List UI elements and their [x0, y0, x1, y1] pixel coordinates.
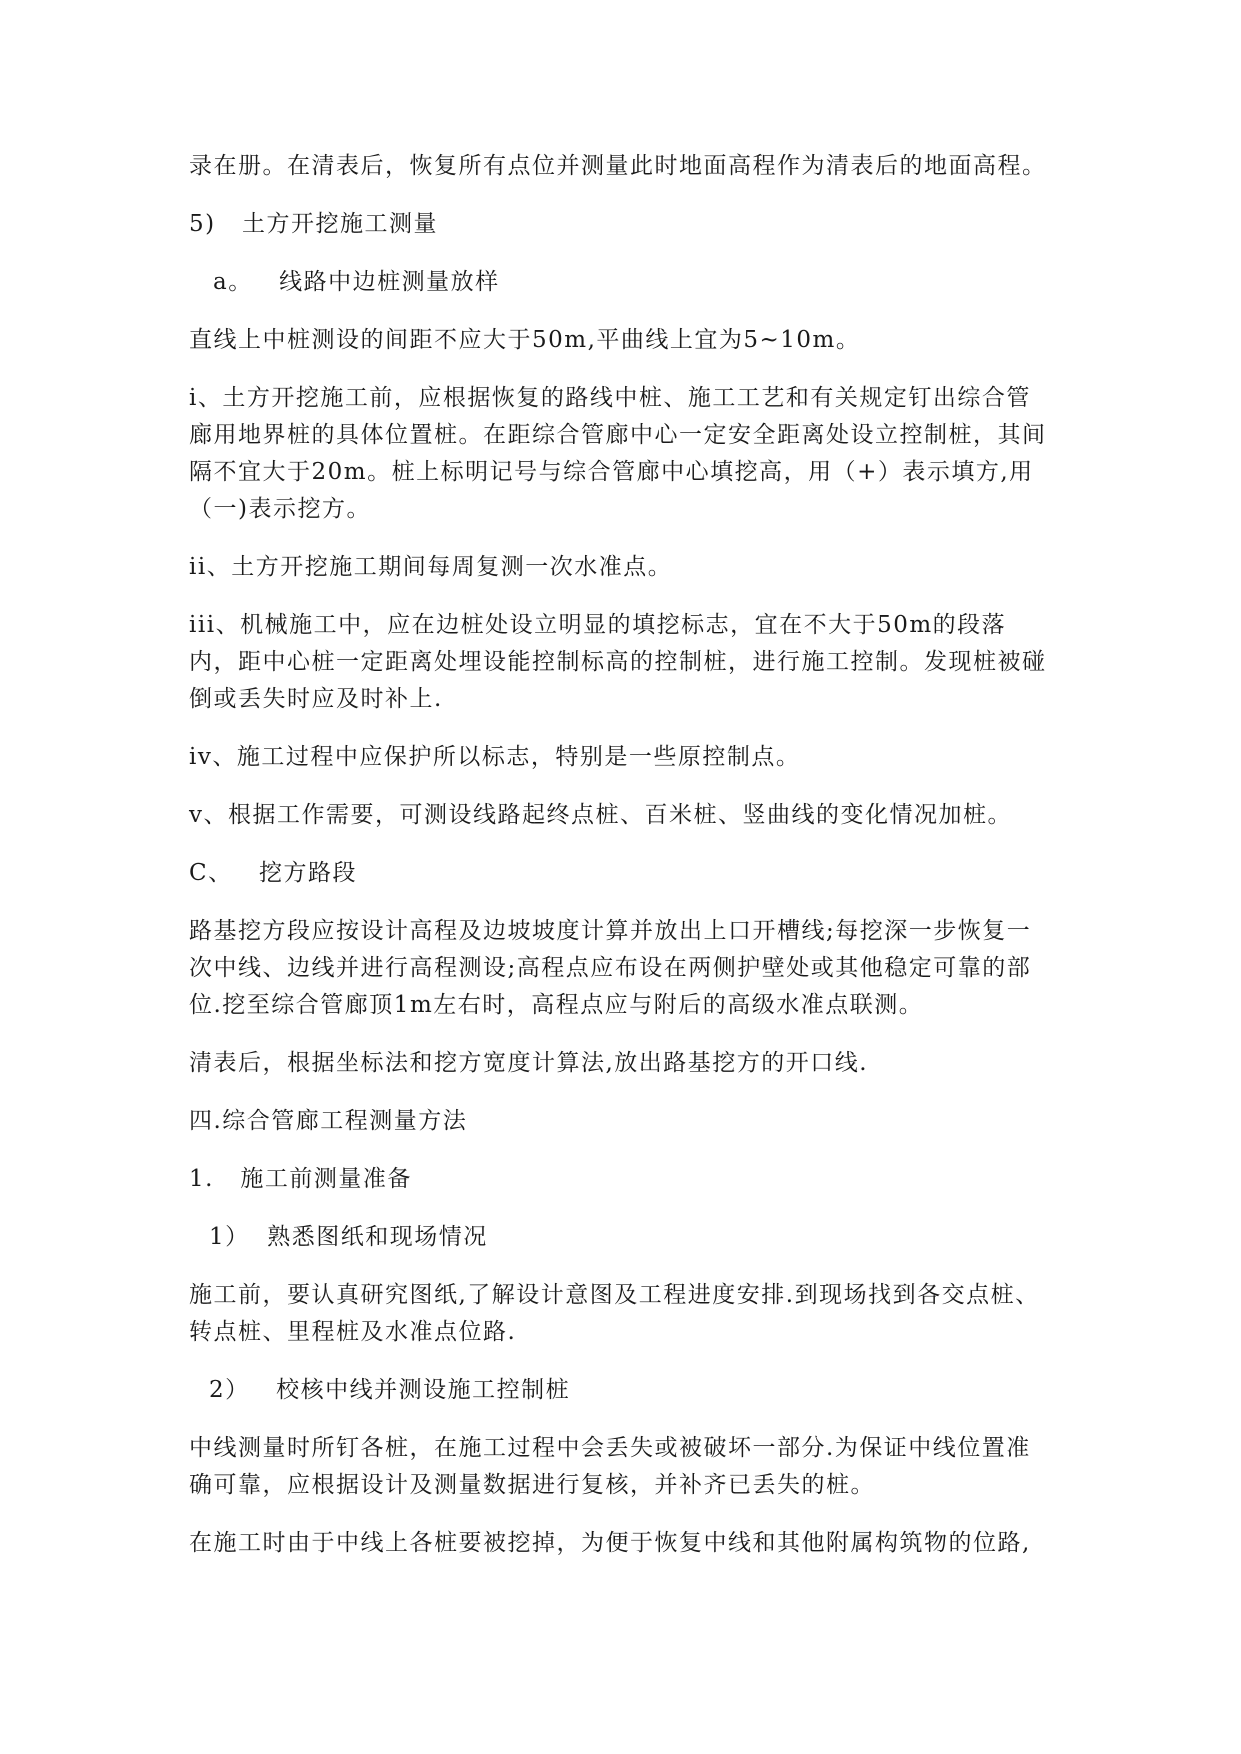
paragraph-excavation: 路基挖方段应按设计高程及边坡坡度计算并放出上口开槽线;每挖深一步恢复一次中线、边线并进行高程测设;高程点应布设在两侧护壁处或其他稳定可靠的部位.挖至综合管廊顶1m左右时，高程点应与附后的高级水准点联测。 [189, 918, 1032, 1018]
list-item-iv: iv、施工过程中应保护所以标志，特别是一些原控制点。 [189, 744, 801, 770]
subheading-centerline: 2） 校核中线并测设施工控制桩 [209, 1377, 571, 1403]
paragraph-continuation-end: 在施工时由于中线上各桩要被挖掉，为便于恢复中线和其他附属构筑物的位路, [189, 1530, 1031, 1556]
list-item-v: v、根据工作需要，可测设线路起终点桩、百米桩、竖曲线的变化情况加桩。 [189, 802, 1012, 828]
list-item-i: i、土方开挖施工前，应根据恢复的路线中桩、施工工艺和有关规定钉出综合管廊用地界桩的具体位置桩。在距综合管廊中心一定安全距离处设立控制桩，其间隔不宜大于20m。桩上标明记号与综合管廊中心填挖高，用（+）表示填方,用（一)表示挖方。 [189, 385, 1047, 522]
list-item-iii: iii、机械施工中，应在边桩处设立明显的填挖标志，宜在不大于50m的段落内，距中心桩一定距离处埋设能控制标高的控制桩，进行施工控制。发现桩被碰倒或丢失时应及时补上. [189, 612, 1047, 712]
heading-earthwork-survey: 5) 土方开挖施工测量 [189, 211, 439, 237]
paragraph-continuation: 录在册。在清表后，恢复所有点位并测量此时地面高程作为清表后的地面高程。 [189, 153, 1047, 179]
section-heading-4: 四.综合管廊工程测量方法 [189, 1108, 468, 1134]
paragraph-drawings: 施工前，要认真研究图纸,了解设计意图及工程进度安排.到现场找到各交点桩、转点桩、里程桩及水准点位路. [189, 1282, 1040, 1345]
paragraph-clearing: 清表后，根据坐标法和挖方宽度计算法,放出路基挖方的开口线. [189, 1050, 869, 1076]
heading-preparation: 1. 施工前测量准备 [189, 1166, 412, 1192]
document-body [189, 148, 1051, 1583]
paragraph-centerline: 中线测量时所钉各桩，在施工过程中会丢失或被破坏一部分.为保证中线位置准确可靠，应根据设计及测量数据进行复核，并补齐已丢失的桩。 [189, 1435, 1031, 1498]
subheading-drawings: 1） 熟悉图纸和现场情况 [209, 1224, 488, 1250]
subheading-stake-layout: a。 线路中边桩测量放样 [213, 269, 500, 295]
list-item-ii: ii、土方开挖施工期间每周复测一次水准点。 [189, 554, 673, 580]
paragraph-stake-spacing: 直线上中桩测设的间距不应大于50m,平曲线上宜为5~10m。 [189, 327, 861, 353]
subheading-excavation-section: C、 挖方路段 [189, 860, 358, 886]
